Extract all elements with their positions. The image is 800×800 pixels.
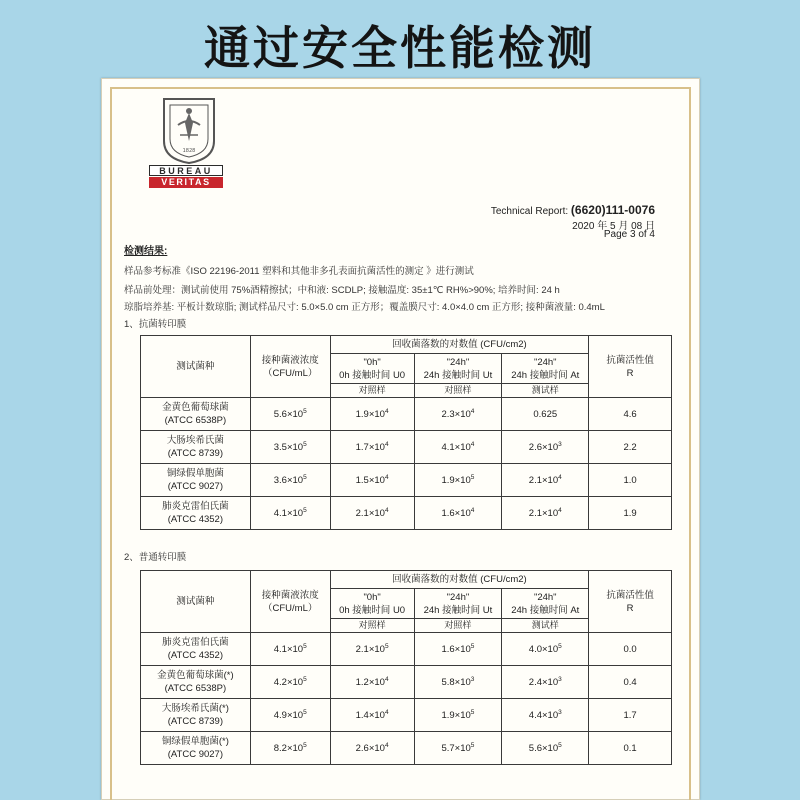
report-page: Page 3 of 4 [603,229,655,240]
table-row [141,633,672,666]
report-label: Technical Report: [490,206,569,217]
hdr-u0-type: 对照样 [330,619,414,633]
strain-cell: 金黄色葡萄球菌(*) (ATCC 6538P) [141,666,251,699]
section-2-title: 2、普通转印膜 [124,552,187,563]
inoculum-cell: $3.6\times 10^5$ [250,464,330,497]
inoculum-cell: $4.2\times 10^5$ [250,666,330,699]
strain-cell: 金黄色葡萄球菌 (ATCC 6538P) [141,398,251,431]
hdr-u0-type: 对照样 [330,384,414,398]
report-number: (6620)111-0076 [570,203,655,217]
hdr-count: 回收菌落数的对数值 (CFU/cm2) [330,571,589,589]
activity-cell: 1.7 [589,699,672,732]
hdr-strain: 测试菌种 [141,571,251,633]
pretreatment-line: 样品前处理：测试前使用 75%酒精擦拭；中和液: SCDLP; 接触温度: 35±1℃ RH%>90%; 培养时间: 24 h [124,285,560,296]
results-table-ordinary [140,570,672,765]
standard-line: 样品参考标准《ISO 22196-2011 塑料和其他非多孔表面抗菌活性的测定 》进行测试 [124,266,474,277]
hdr-u0: "0h" 0h 接触时间 U0 [330,354,414,384]
hdr-activity: 抗菌活性值 R [589,571,672,633]
logo-bureau: BUREAU [149,165,223,176]
u0-cell: $1.7\times 10^4$ [330,431,414,464]
strain-cell: 大肠埃希氏菌(*) (ATCC 8739) [141,699,251,732]
table-row [141,699,672,732]
at-cell: $4.0\times 10^5$ [502,633,589,666]
inoculum-cell: $5.6\times 10^5$ [250,398,330,431]
inoculum-cell: $4.9\times 10^5$ [250,699,330,732]
at-cell: $4.4\times 10^3$ [502,699,589,732]
u0-cell: $1.5\times 10^4$ [330,464,414,497]
ut-cell: $1.9\times 10^5$ [414,699,502,732]
ut-cell: $1.6\times 10^5$ [414,633,502,666]
report-sheet [120,87,685,800]
seal-year: 1828 [182,148,196,154]
u0-cell: $2.6\times 10^4$ [330,732,414,765]
u0-cell: $2.1\times 10^4$ [330,497,414,530]
section-title: 检测结果: [124,246,168,257]
at-cell: $2.1\times 10^4$ [502,497,589,530]
hdr-activity: 抗菌活性值 R [589,336,672,398]
at-cell: 0.625 [502,398,589,431]
table-row [141,497,672,530]
logo-veritas: VERITAS [149,177,223,188]
ut-cell: $4.1\times 10^4$ [414,431,502,464]
hdr-ut: "24h" 24h 接触时间 Ut [414,589,502,619]
at-cell: $2.6\times 10^3$ [502,431,589,464]
inoculum-cell: $8.2\times 10^5$ [250,732,330,765]
hdr-at-type: 测试样 [502,384,589,398]
inoculum-cell: $4.1\times 10^5$ [250,497,330,530]
table-row [141,431,672,464]
ut-cell: $5.8\times 10^3$ [414,666,502,699]
inoculum-cell: $4.1\times 10^5$ [250,633,330,666]
u0-cell: $1.2\times 10^4$ [330,666,414,699]
hdr-strain: 测试菌种 [141,336,251,398]
certificate-frame [101,78,700,800]
strain-cell: 肺炎克雷伯氏菌 (ATCC 4352) [141,633,251,666]
section-1-title: 1、抗菌转印膜 [124,319,187,330]
table-row [141,732,672,765]
activity-cell: 1.0 [589,464,672,497]
hdr-at-type: 测试样 [502,619,589,633]
hdr-ut: "24h" 24h 接触时间 Ut [414,354,502,384]
hdr-ut-type: 对照样 [414,384,502,398]
hdr-inoculum: 接种菌液浓度 （CFU/mL） [250,571,330,633]
hdr-u0: "0h" 0h 接触时间 U0 [330,589,414,619]
ut-cell: $1.9\times 10^5$ [414,464,502,497]
activity-cell: 0.1 [589,732,672,765]
inoculum-cell: $3.5\times 10^5$ [250,431,330,464]
table-row [141,464,672,497]
activity-cell: 2.2 [589,431,672,464]
u0-cell: $1.4\times 10^4$ [330,699,414,732]
results-table-antibacterial [140,335,672,530]
activity-cell: 4.6 [589,398,672,431]
strain-cell: 肺炎克雷伯氏菌 (ATCC 4352) [141,497,251,530]
activity-cell: 0.0 [589,633,672,666]
hdr-at: "24h" 24h 接触时间 At [502,354,589,384]
u0-cell: $2.1\times 10^5$ [330,633,414,666]
page-headline: 通过安全性能检测 [204,21,596,75]
u0-cell: $1.9\times 10^4$ [330,398,414,431]
culture-line: 琼脂培养基: 平板计数琼脂; 测试样品尺寸: 5.0×5.0 cm 正方形；覆盖膜尺寸: 4.0×4.0 cm 正方形; 接种菌液量: 0.4mL [124,302,605,313]
ut-cell: $5.7\times 10^5$ [414,732,502,765]
at-cell: $2.4\times 10^3$ [502,666,589,699]
ut-cell: $1.6\times 10^4$ [414,497,502,530]
ut-cell: $2.3\times 10^4$ [414,398,502,431]
table-row [141,398,672,431]
hdr-ut-type: 对照样 [414,619,502,633]
hdr-inoculum: 接种菌液浓度 （CFU/mL） [250,336,330,398]
strain-cell: 大肠埃希氏菌 (ATCC 8739) [141,431,251,464]
activity-cell: 1.9 [589,497,672,530]
report-number-line [491,203,655,217]
activity-cell: 0.4 [589,666,672,699]
bureau-veritas-seal-icon [158,95,220,165]
hdr-count: 回收菌落数的对数值 (CFU/cm2) [330,336,589,354]
report-date: 2020 年 5 月 08 日 [572,221,655,232]
at-cell: $5.6\times 10^5$ [502,732,589,765]
hdr-at: "24h" 24h 接触时间 At [502,589,589,619]
strain-cell: 铜绿假单胞菌 (ATCC 9027) [141,464,251,497]
at-cell: $2.1\times 10^4$ [502,464,589,497]
table-row [141,666,672,699]
strain-cell: 铜绿假单胞菌(*) (ATCC 9027) [141,732,251,765]
